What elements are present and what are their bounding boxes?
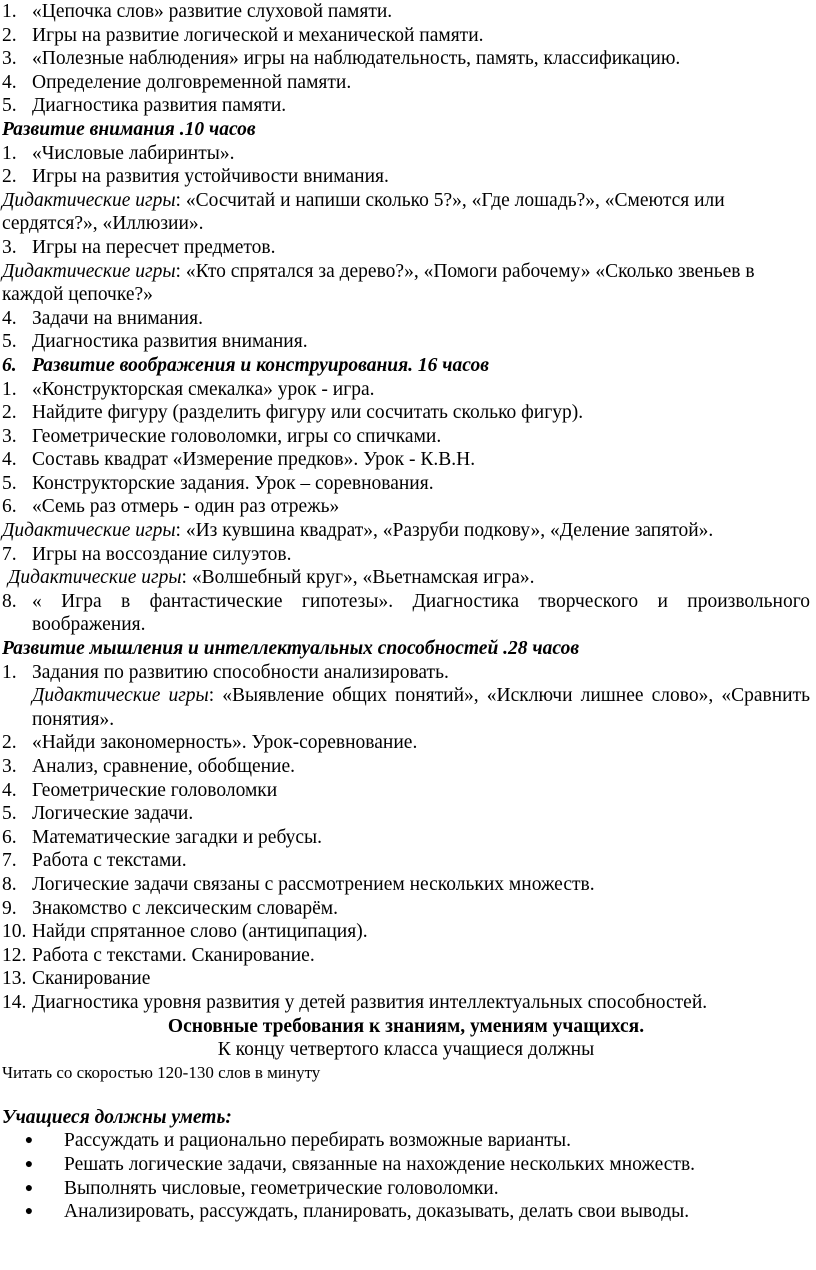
- didactic-games-paragraph: Дидактические игры: «Волшебный круг», «Вьетнамская игра».: [8, 567, 535, 589]
- list-item: 8. Логические задачи связаны с рассмотрением нескольких множеств.: [2, 873, 595, 895]
- list-item: 3. Анализ, сравнение, обобщение.: [2, 756, 296, 777]
- list-item: 1. Задания по развитию способности анализировать.: [2, 661, 449, 683]
- section-heading-attention: Развитие внимания .10 часов: [2, 118, 256, 140]
- list-item: 12. Работа с текстами. Сканирование.: [2, 944, 315, 966]
- list-item: 7. Работа с текстами.: [2, 850, 187, 872]
- list-item: 5. Диагностика развития памяти.: [2, 95, 287, 117]
- list-item: 2. Игры на развитие логической и механической памяти.: [2, 24, 484, 46]
- list-item: 13. Сканирование: [2, 968, 151, 990]
- list-item: ● Рассуждать и рационально перебирать возможные варианты.: [24, 1130, 571, 1152]
- list-item: 5. Диагностика развития внимания.: [2, 331, 308, 353]
- didactic-games-paragraph: Дидактические игры: «Из кувшина квадрат», «Разруби подкову», «Деление запятой».: [2, 520, 714, 542]
- list-item: 14. Диагностика уровня развития у детей развития интеллектуальных способностей.: [2, 991, 708, 1013]
- list-item: 3. Игры на пересчет предметов.: [2, 236, 276, 258]
- list-item: 5. Конструкторские задания. Урок – соревнования.: [2, 472, 434, 494]
- list-item: 4. Составь квадрат «Измерение предков». Урок - К.В.Н.: [2, 449, 476, 471]
- list-item: 1. «Цепочка слов» развитие слуховой памяти.: [2, 1, 393, 22]
- list-item: 8. « Игра в фантастические гипотезы». Диагностика творческого и произвольного воображения.: [2, 590, 810, 636]
- bullet-icon: ●: [24, 1204, 34, 1220]
- reading-requirement: Читать со скоростью 120-130 слов в минуту: [2, 1062, 321, 1082]
- section-heading-thinking: Развитие мышления и интеллектуальных способностей .28 часов: [2, 638, 580, 660]
- didactic-games-paragraph: Дидактические игры: «Сосчитай и напиши сколько 5?», «Где лошадь?», «Смеются или сердятся?», «Иллюзии».: [2, 189, 725, 235]
- list-item: 3. «Полезные наблюдения» игры на наблюдательность, память, классификацию.: [2, 48, 681, 70]
- list-item: 1. «Числовые лабиринты».: [2, 142, 235, 164]
- list-item: 4. Геометрические головоломки: [2, 779, 278, 801]
- list-item: 2. Найдите фигуру (разделить фигуру или сосчитать сколько фигур).: [2, 402, 584, 424]
- section-heading-imagination: 6. Развитие воображения и конструирования. 16 часов: [2, 354, 489, 376]
- list-item: 9. Знакомство с лексическим словарём.: [2, 897, 339, 919]
- memory-list: [2, 0, 810, 118]
- didactic-games-paragraph: Дидактические игры: «Кто спрятался за дерево?», «Помоги рабочему» «Сколько звеньев в каждой цепочке?»: [2, 260, 755, 306]
- list-item: 2. «Найди закономерность». Урок-соревнование.: [2, 732, 418, 754]
- didactic-games-paragraph: Дидактические игры: «Выявление общих понятий», «Исключи лишнее слово», «Сравнить понятия».: [32, 685, 810, 730]
- list-item: ● Решать логические задачи, связанные на нахождение нескольких множеств.: [24, 1153, 696, 1175]
- list-item: 10. Найди спрятанное слово (антиципация).: [2, 921, 368, 943]
- list-item: 3. Геометрические головоломки, игры со спичками.: [2, 425, 442, 447]
- list-item: 6. Математические загадки и ребусы.: [2, 826, 323, 848]
- list-item: ● Выполнять числовые, геометрические головоломки.: [24, 1177, 499, 1199]
- requirements-title: Основные требования к знаниям, умениям учащихся.: [167, 1015, 645, 1037]
- list-item: 5. Логические задачи.: [2, 803, 194, 825]
- bullet-icon: ●: [24, 1133, 34, 1149]
- skills-heading: Учащиеся должны уметь:: [2, 1106, 232, 1128]
- bullet-icon: ●: [24, 1180, 34, 1196]
- list-item: ● Анализировать, рассуждать, планировать, доказывать, делать свои выводы.: [24, 1201, 690, 1223]
- list-item: 2. Игры на развития устойчивости внимания.: [2, 166, 389, 188]
- list-item: 6. «Семь раз отмерь - один раз отрежь»: [2, 496, 340, 518]
- list-item: 4. Определение долговременной памяти.: [2, 71, 352, 93]
- bullet-icon: ●: [24, 1156, 34, 1172]
- list-item: 1. «Конструкторская смекалка» урок - игра.: [2, 378, 375, 400]
- requirements-subtitle: К концу четвертого класса учащиеся должны: [217, 1039, 595, 1061]
- list-item: 7. Игры на воссоздание силуэтов.: [2, 543, 292, 565]
- spacer: [2, 1084, 810, 1106]
- list-item: 4. Задачи на внимания.: [2, 307, 203, 329]
